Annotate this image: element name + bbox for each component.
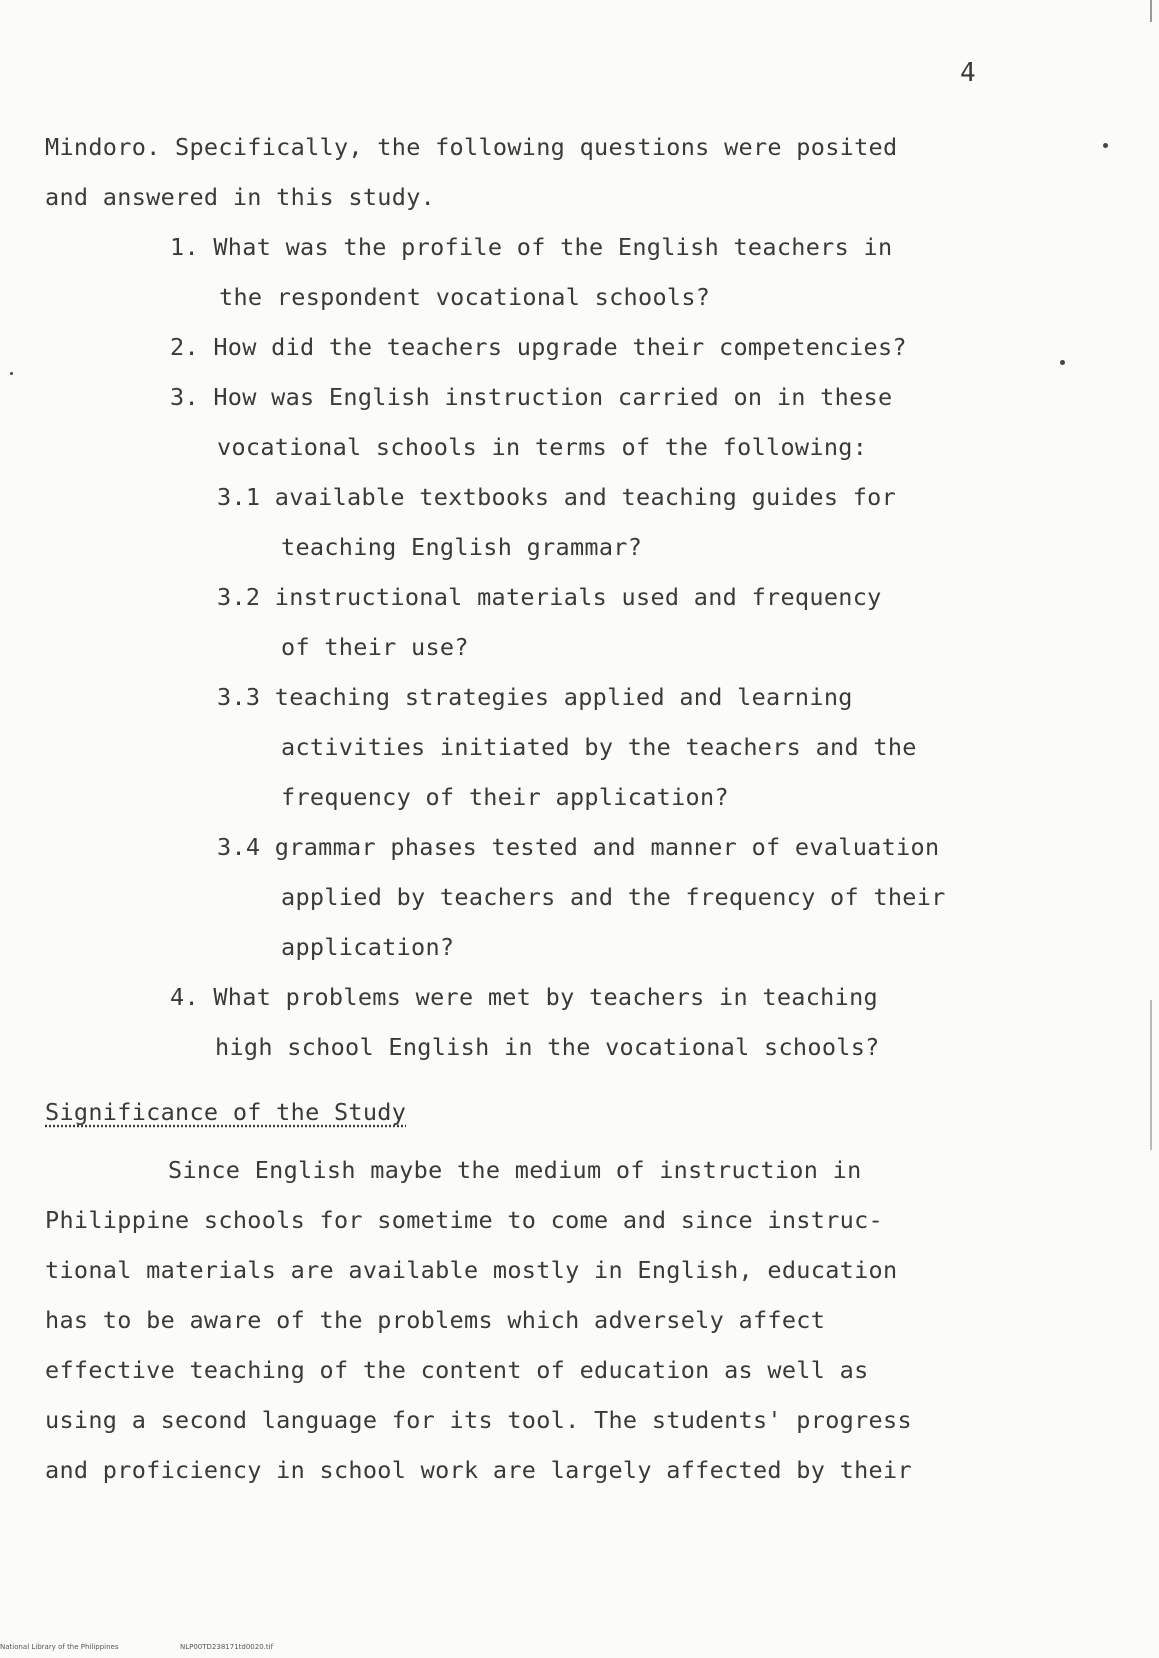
scan-speck bbox=[10, 372, 13, 375]
scan-edge-mark bbox=[1150, 0, 1152, 22]
intro-line: Mindoro. Specifically, the following questions were posited bbox=[45, 133, 898, 161]
question-3-3-cont: frequency of their application? bbox=[281, 783, 729, 811]
paragraph-line: Since English maybe the medium of instruction in bbox=[168, 1156, 862, 1184]
question-4-cont: high school English in the vocational schools? bbox=[215, 1033, 880, 1061]
question-3-cont: vocational schools in terms of the following: bbox=[217, 433, 868, 461]
footer-library: National Library of the Philippines bbox=[0, 1643, 119, 1651]
paragraph-line: tional materials are available mostly in English, education bbox=[45, 1256, 898, 1284]
question-3-1-cont: teaching English grammar? bbox=[281, 533, 643, 561]
intro-line: and answered in this study. bbox=[45, 183, 436, 211]
paragraph-line: has to be aware of the problems which adversely affect bbox=[45, 1306, 826, 1334]
question-3-1: 3.1 available textbooks and teaching guides for bbox=[217, 483, 897, 511]
paragraph-line: and proficiency in school work are largely affected by their bbox=[45, 1456, 912, 1484]
footer-file-id: NLP00TD238171td0020.tif bbox=[180, 1643, 274, 1651]
paragraph-line: effective teaching of the content of education as well as bbox=[45, 1356, 869, 1384]
scan-speck bbox=[1060, 360, 1065, 365]
question-1: 1. What was the profile of the English teachers in bbox=[170, 233, 893, 261]
question-4: 4. What problems were met by teachers in teaching bbox=[170, 983, 878, 1011]
paragraph-line: Philippine schools for sometime to come and since instruc- bbox=[45, 1206, 883, 1234]
question-2: 2. How did the teachers upgrade their competencies? bbox=[170, 333, 907, 361]
question-3-2-cont: of their use? bbox=[281, 633, 469, 661]
question-3-4: 3.4 grammar phases tested and manner of evaluation bbox=[217, 833, 940, 861]
question-3: 3. How was English instruction carried on in these bbox=[170, 383, 893, 411]
question-3-3: 3.3 teaching strategies applied and learning bbox=[217, 683, 853, 711]
section-heading: Significance of the Study bbox=[45, 1098, 407, 1126]
question-3-2: 3.2 instructional materials used and frequency bbox=[217, 583, 882, 611]
page-number: 4 bbox=[960, 58, 976, 88]
scan-speck bbox=[1103, 143, 1108, 148]
question-3-4-cont: applied by teachers and the frequency of their bbox=[281, 883, 946, 911]
paragraph-line: using a second language for its tool. The students' progress bbox=[45, 1406, 912, 1434]
scan-edge-mark bbox=[1150, 1000, 1152, 1150]
question-3-3-cont: activities initiated by the teachers and the bbox=[281, 733, 917, 761]
question-1-cont: the respondent vocational schools? bbox=[219, 283, 711, 311]
question-3-4-cont: application? bbox=[281, 933, 455, 961]
